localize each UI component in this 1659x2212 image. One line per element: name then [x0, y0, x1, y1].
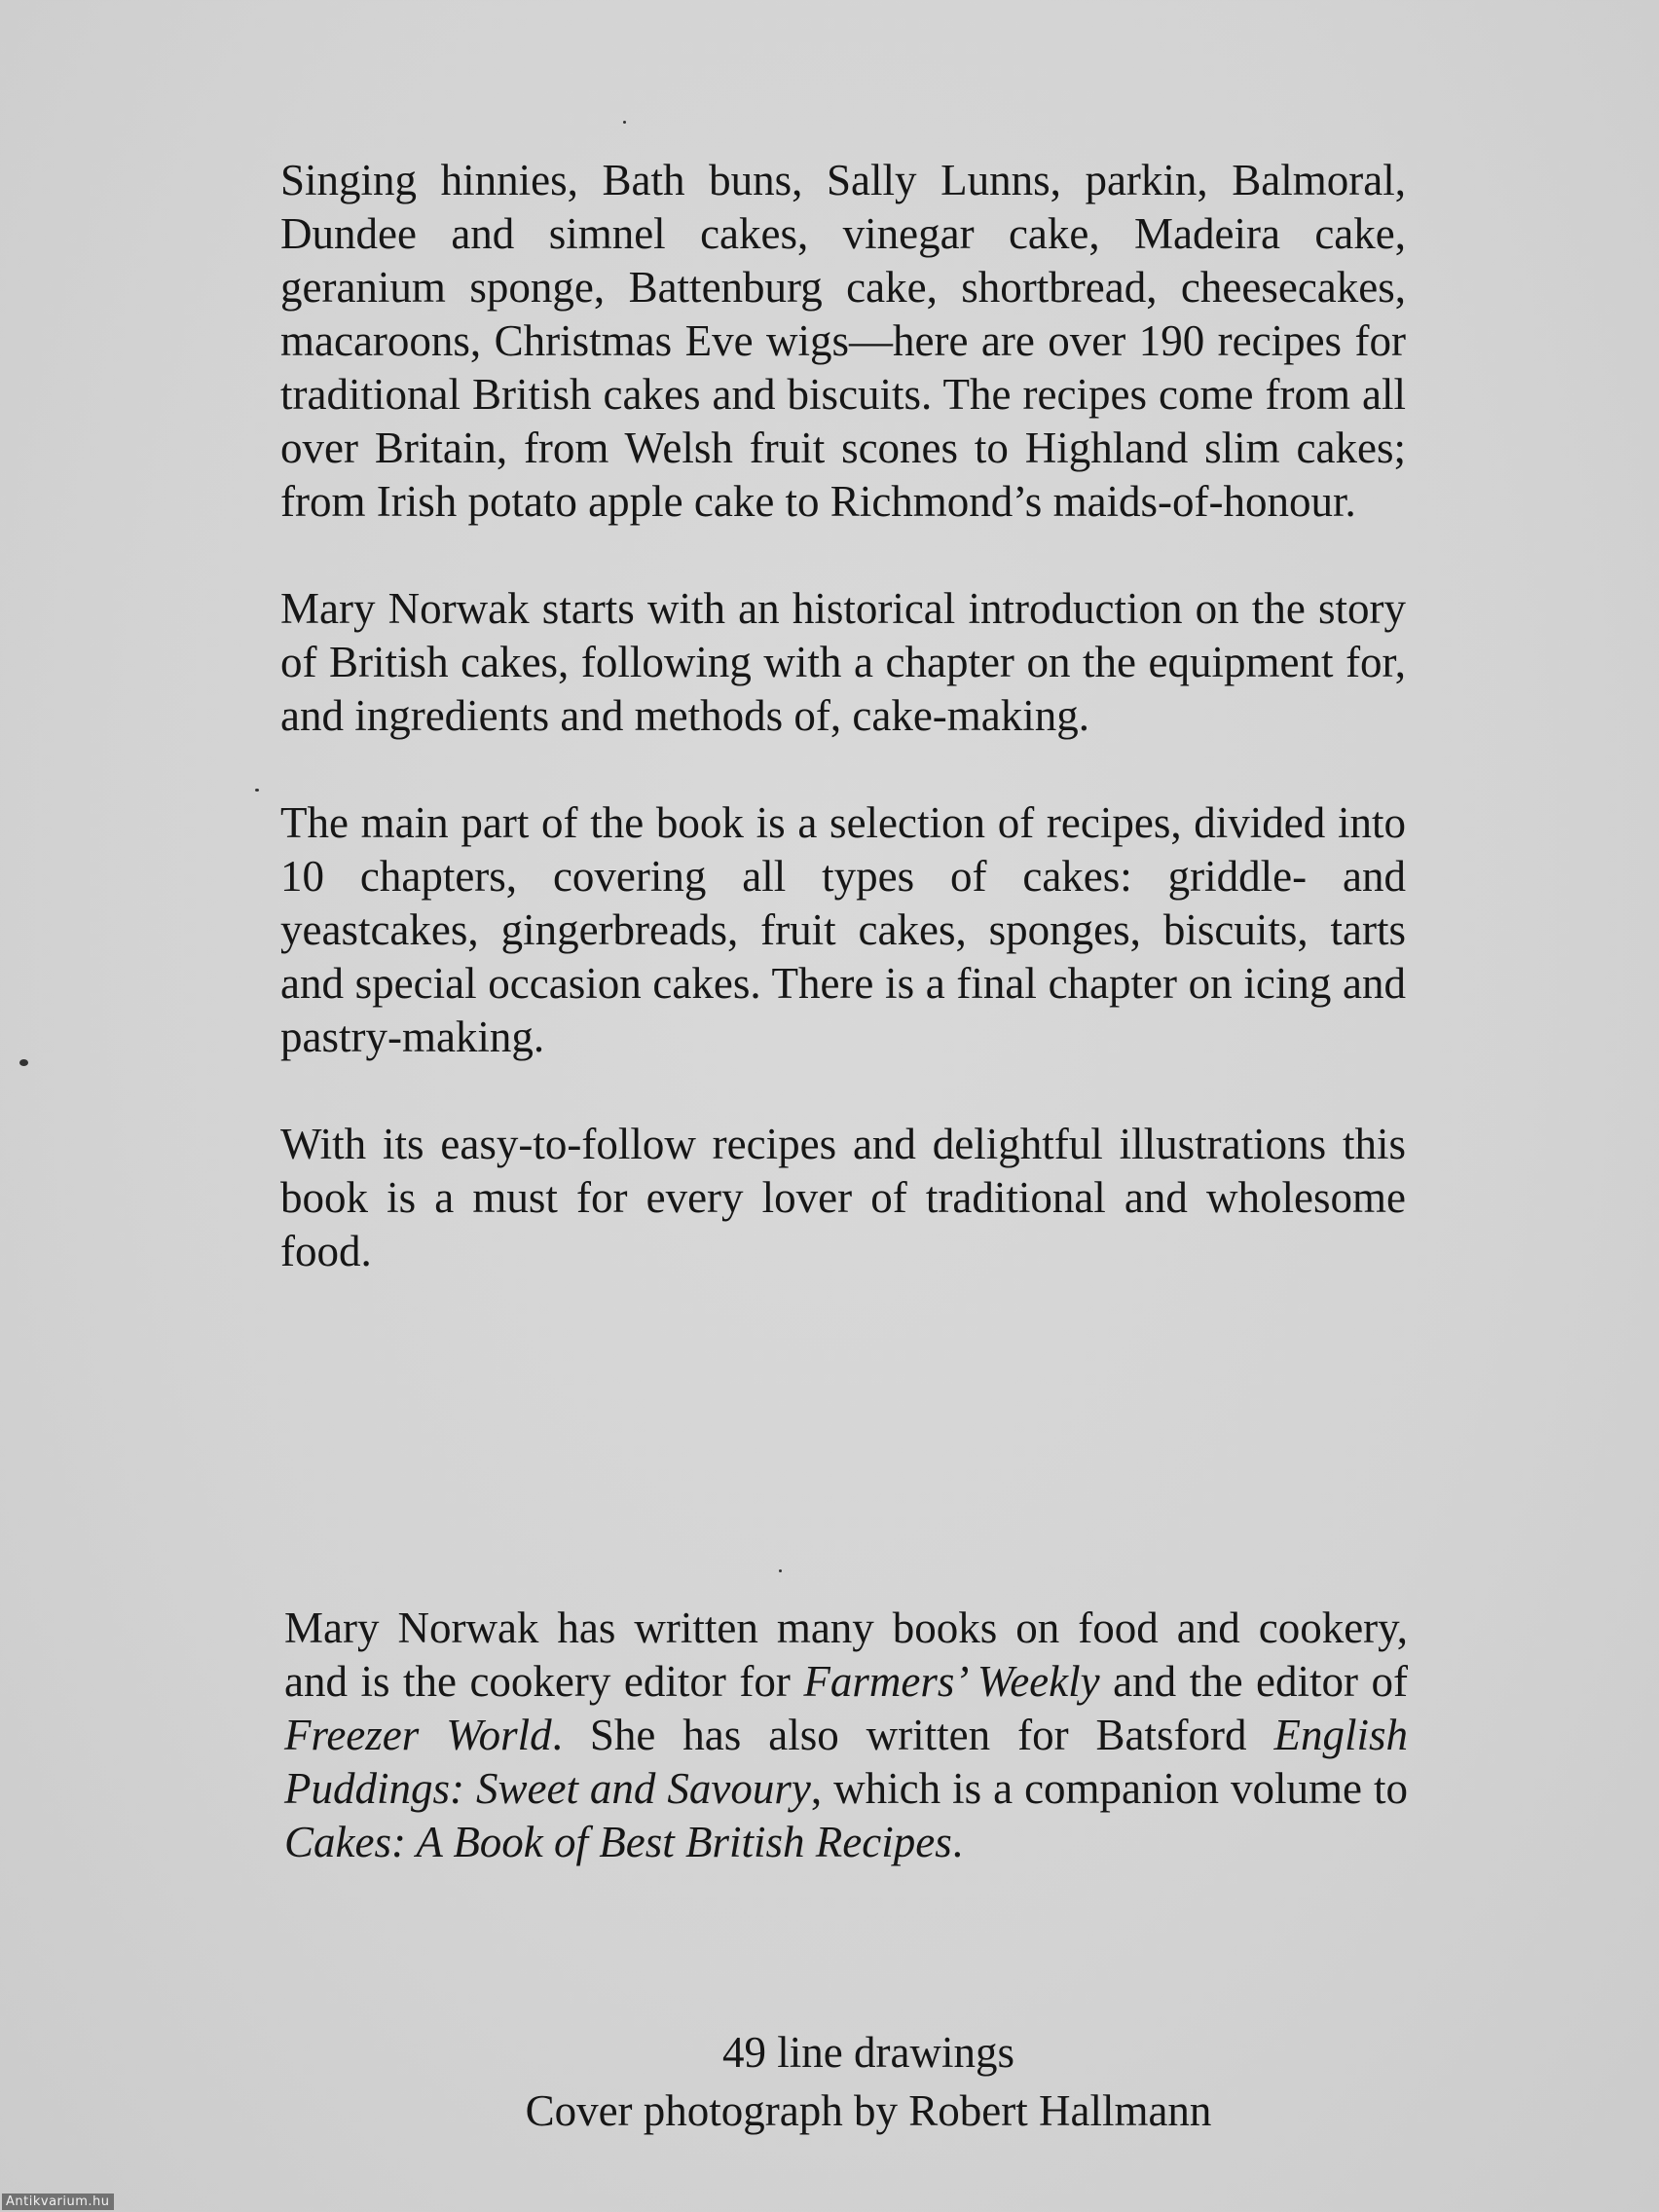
book-title-farmers-weekly: Farmers’ Weekly: [803, 1657, 1100, 1706]
blurb-paragraph-2: Mary Norwak starts with an historical introduction on the story of British cakes, following with a chapter on the equipment for, and ingredients and methods of, cake-making.: [280, 584, 1406, 740]
author-bio-text-4: , which is a companion volume to: [810, 1764, 1408, 1813]
book-title-english-puddings: English Puddings: Sweet and Savoury: [284, 1711, 1408, 1813]
author-bio-paragraph: [284, 1602, 1408, 1869]
book-title-freezer-world: Freezer World: [284, 1711, 552, 1759]
author-bio-text-5: .: [951, 1818, 963, 1866]
blurb-paragraph-4: With its easy-to-follow recipes and delightful illustrations this book is a must for every lover of traditional and wholesome food.: [280, 1120, 1406, 1275]
author-bio-text-2: and the editor of: [1099, 1657, 1408, 1706]
dust-speck: [779, 1569, 782, 1572]
blurb-text: [280, 154, 1406, 1332]
blurb-paragraph-3: The main part of the book is a selection of recipes, divided into 10 chapters, covering all types of cakes: griddle- and yeastcakes, gingerbreads, fruit cakes, sponges, biscuits, tarts and special occasion cakes. There is a final chapter on icing and pastry-making.: [280, 798, 1406, 1061]
author-bio: [284, 1602, 1408, 1869]
dust-speck: [623, 121, 626, 124]
blurb-paragraph-1: Singing hinnies, Bath buns, Sally Lunns, parkin, Balmoral, Dundee and simnel cakes, vinegar cake, Madeira cake, geranium sponge, Battenburg cake, shortbread, cheesecakes, macaroons, Christmas Eve wigs—here are over 190 recipes for traditional British cakes and biscuits. The recipes come from all over Britain, from Welsh fruit scones to Highland slim cakes; from Irish potato apple cake to Richmond’s maids-of-honour.: [280, 156, 1406, 526]
author-bio-text-1: Mary Norwak has written many books on food and cookery, and is the cookery editor for: [284, 1604, 1408, 1706]
line-drawings-credit: 49 line drawings: [722, 2028, 1014, 2077]
watermark: Antikvarium.hu: [2, 2194, 114, 2210]
credits: [0, 2023, 1659, 2140]
book-title-cakes: Cakes: A Book of Best British Recipes: [284, 1818, 952, 1866]
dust-speck: [255, 789, 259, 792]
author-bio-text-3: . She has also written for Batsford: [551, 1711, 1274, 1759]
cover-photograph-credit: Cover photograph by Robert Hallmann: [525, 2086, 1212, 2135]
dust-speck: [19, 1059, 28, 1066]
